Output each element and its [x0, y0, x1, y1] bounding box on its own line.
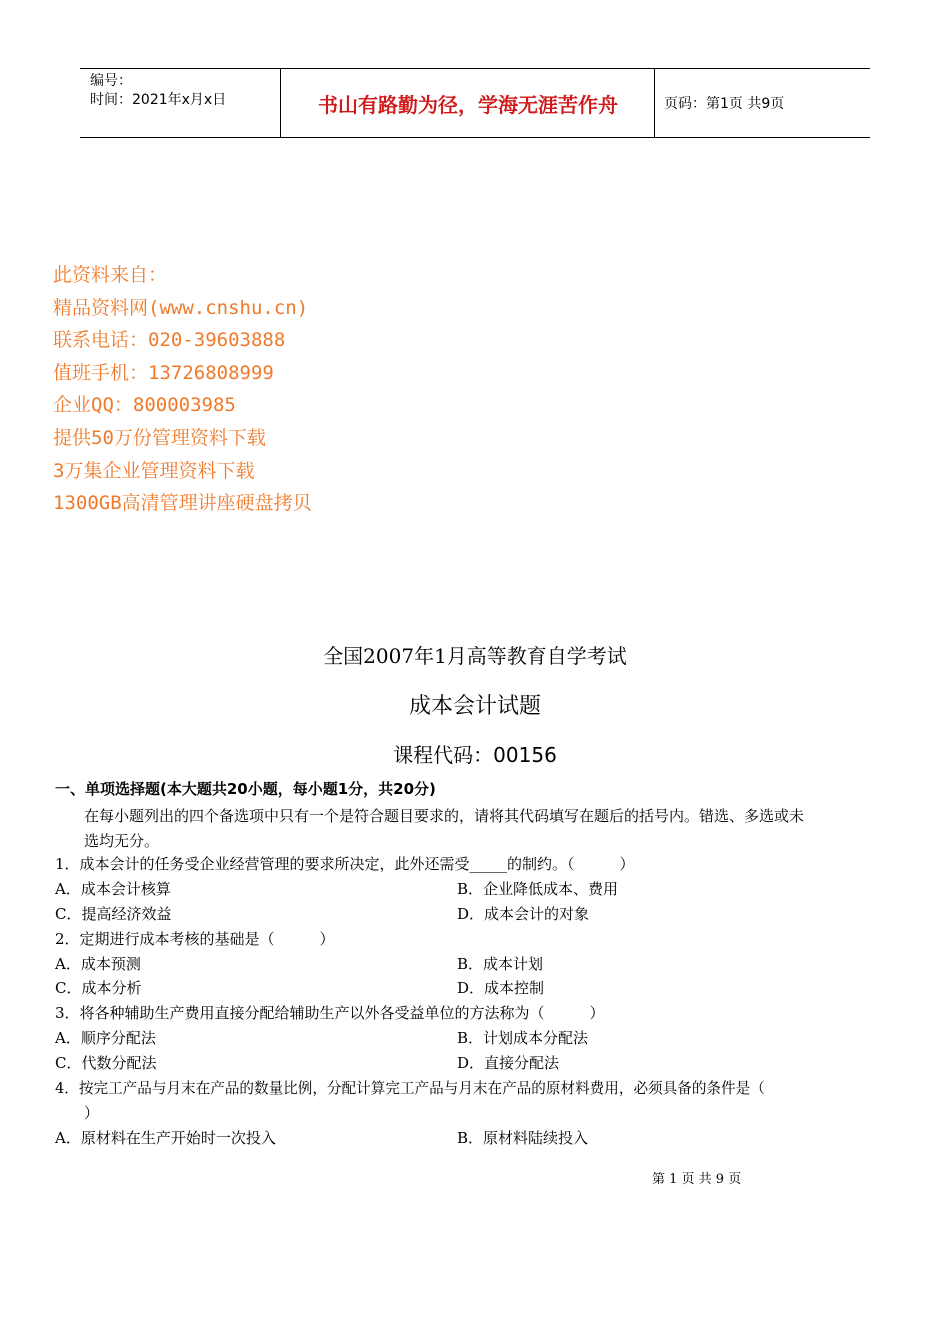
source-line: 1300GB高清管理讲座硬盘拷贝 — [53, 492, 312, 515]
header-divider — [280, 69, 281, 137]
option-a: A．顺序分配法 — [55, 1029, 156, 1047]
course-code: 课程代码：00156 — [393, 743, 557, 767]
option-d: D．直接分配法 — [457, 1054, 560, 1072]
source-info — [53, 259, 312, 520]
question-4-continuation: ） — [84, 1104, 100, 1122]
number-label: 编号： — [90, 73, 132, 89]
option-c: C．成本分析 — [55, 979, 142, 997]
subject-title: 成本会计试题 — [408, 694, 541, 719]
source-line: 值班手机：13726808999 — [53, 361, 274, 384]
option-a: A．原材料在生产开始时一次投入 — [55, 1129, 276, 1147]
time-label: 时间：2021年x月x日 — [90, 92, 227, 108]
source-line: 企业QQ：800003985 — [53, 394, 236, 417]
option-d: D．成本控制 — [457, 979, 545, 997]
section-instructions: 选均无分。 — [84, 832, 160, 850]
source-line: 联系电话：020-39603888 — [53, 329, 286, 352]
header-motto: 书山有路勤为径，学海无涯苦作舟 — [318, 93, 618, 117]
option-b: B．原材料陆续投入 — [457, 1129, 589, 1147]
page-header — [80, 68, 870, 138]
source-line: 精品资料网(www.cnshu.cn) — [53, 296, 309, 319]
source-line: 提供50万份管理资料下载 — [53, 426, 266, 449]
option-b: B．企业降低成本、费用 — [457, 880, 619, 898]
question-3: 3．将各种辅助生产费用直接分配给辅助生产以外各受益单位的方法称为（ ） — [55, 1004, 605, 1022]
header-meta — [90, 72, 226, 110]
page-code: 页码：第1页 共9页 — [664, 96, 785, 112]
option-b: B．成本计划 — [457, 955, 544, 973]
section-instructions: 在每小题列出的四个备选项中只有一个是符合题目要求的，请将其代码填写在题后的括号内。错选、多选或未 — [84, 807, 805, 825]
page-footer: 第 1 页 共 9 页 — [652, 1172, 742, 1187]
header-divider — [654, 69, 655, 137]
exam-title: 全国2007年1月高等教育自学考试 — [323, 644, 627, 668]
source-line: 此资料来自： — [53, 264, 168, 286]
section-heading: 一、单项选择题(本大题共20小题，每小题1分，共20分) — [55, 780, 436, 798]
option-d: D．成本会计的对象 — [457, 905, 590, 923]
option-a: A．成本会计核算 — [55, 880, 171, 898]
option-c: C．代数分配法 — [55, 1054, 157, 1072]
question-1: 1．成本会计的任务受企业经营管理的要求所决定，此外还需受_____的制约。（ ） — [55, 855, 635, 873]
question-2: 2．定期进行成本考核的基础是（ ） — [55, 930, 335, 948]
option-c: C．提高经济效益 — [55, 905, 172, 923]
option-a: A．成本预测 — [55, 955, 141, 973]
question-4: 4．按完工产品与月末在产品的数量比例，分配计算完工产品与月末在产品的原材料费用，必须具备的条件是（ — [55, 1080, 765, 1097]
source-line: 3万集企业管理资料下载 — [53, 459, 255, 482]
option-b: B．计划成本分配法 — [457, 1029, 589, 1047]
